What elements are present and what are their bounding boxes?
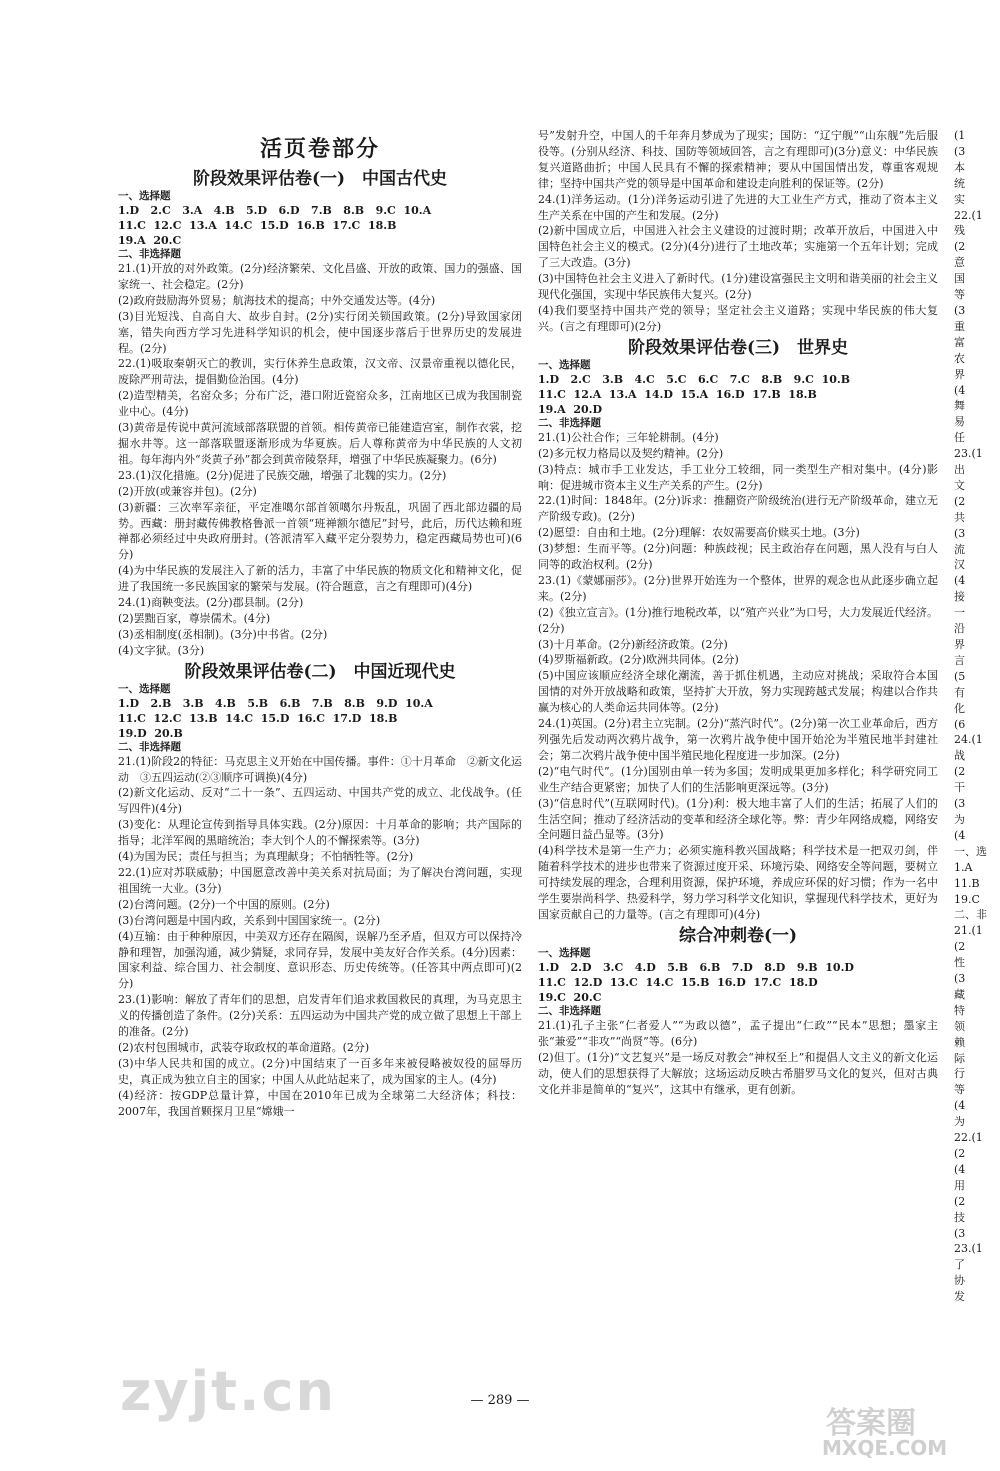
edge-line: 藏: [954, 987, 965, 1001]
answer-paragraph: 23.(1)汉化措施。(2分)促进了民族交融，增强了北魏的实力。(2分): [118, 468, 447, 482]
edge-line: 22.(1: [954, 208, 983, 222]
answer-paragraph: 21.(1)开放的对外政策。(2分)经济繁荣、文化昌盛、开放的政策、国力的强盛、国家统一、社会稳定。(2分): [118, 262, 522, 291]
edge-line: 发: [954, 1290, 965, 1304]
column-right-clipped: [954, 128, 1000, 1305]
part-label: 二、非选择题: [118, 740, 181, 753]
edge-line: (2: [954, 1147, 966, 1160]
answer-paragraph: (2)《独立宣言》。(1分)推行地税改革，以“殖产兴业”为口号，大力发展近代经济。(2分): [538, 605, 938, 635]
answer-row: 11.C 12.D 13.C 14.C 15.B 16.D 17.C 18.D: [538, 975, 818, 989]
edge-line: 化: [954, 701, 965, 715]
edge-line: 国: [954, 272, 965, 286]
edge-line: 舞: [954, 399, 965, 413]
section-title-2: 阶段效果评估卷(二) 中国近现代史: [184, 661, 456, 682]
answer-row: 11.C 12.C 13.A 14.C 15.D 16.B 17.C 18.B: [118, 219, 397, 232]
edge-line: 21.(1: [954, 924, 983, 938]
answer-paragraph: (2)新文化运动、反对“二十一条”、五四运动、中国共产党的成立、北伐战争。(任写四件)(4分): [118, 786, 522, 816]
edge-line: 文: [954, 478, 965, 492]
edge-line: (2: [954, 940, 966, 954]
edge-line: 沿: [954, 622, 965, 636]
section-title-1: 阶段效果评估卷(一) 中国古代史: [192, 169, 448, 189]
answer-paragraph: 23.(1)影响：解放了青年们的思想，启发青年们追求救国救民的真理，为马克思主义的传播创造了条件。(2分)关系：五四运动为中国共产党的成立做了思想上干部上的准备。(2分): [118, 993, 522, 1039]
answer-row: 19.A 20.C: [118, 234, 182, 247]
edge-line: 11.B: [954, 876, 980, 890]
answer-row: 1.D 2.D 3.C 4.D 5.B 6.B 7.D 8.D 9.B 10.D: [538, 960, 854, 974]
part-label: 二、非选择题: [538, 416, 601, 429]
edge-line: 技: [954, 1210, 965, 1224]
answer-paragraph: 24.(1)商鞅变法。(2分)郡县制。(2分): [118, 596, 304, 610]
edge-line: (2: [954, 765, 966, 779]
edge-line: 19.C: [954, 892, 980, 906]
edge-line: 实: [954, 192, 965, 206]
edge-line: (4: [954, 828, 966, 842]
answer-paragraph: (3)丞相制度(丞相制)。(3分)中书省。(2分): [118, 627, 328, 641]
answer-paragraph: (4)为中华民族的发展注入了新的活力，丰富了中华民族的物质文化和精神文化，促进了我国统一多民族国家的繁荣与发展。(符合题意，言之有理即可)(4分): [118, 564, 522, 594]
column-middle: [538, 128, 938, 1097]
edge-line: (4: [954, 574, 966, 588]
answer-row: 11.C 12.A 13.A 14.D 15.A 16.D 17.B 18.B: [538, 387, 817, 401]
answer-row: 1.D 2.C 3.A 4.B 5.D 6.D 7.B 8.B 9.C 10.A: [118, 204, 432, 217]
edge-line: 等: [954, 288, 965, 302]
answer-paragraph: (4)为国为民；责任与担当；为真理献身；不怕牺牲等。(2分): [118, 850, 414, 864]
answer-paragraph: (4)经济：按GDP总量计算，中国在2010年已成为全球第二大经济体；科技：2007年，我国首颗探月卫星“嫦娥一: [118, 1088, 522, 1118]
watermark-logo: 答案圈: [826, 1406, 916, 1441]
answer-paragraph: 22.(1)应对苏联威胁；中国愿意改善中美关系对抗局面；为了解决台湾问题，实现祖国统一大业。(3分): [118, 866, 522, 895]
answer-paragraph: (3)台湾问题是中国内政，关系到中国国家统一。(2分): [118, 913, 381, 927]
answer-paragraph: (3)目光短浅、自高自大、故步自封。(2分)实行闭关锁国政策。(2分)导致国家闭塞，错失向西方学习先进科学知识的机会，使中国逐步落后于世界历史的发展进程。(2分): [118, 309, 522, 355]
answer-row: 11.C 12.C 13.B 14.C 15.D 16.C 17.D 18.B: [118, 711, 398, 725]
edge-line: (2: [954, 1194, 966, 1208]
edge-line: 汉: [954, 558, 965, 572]
edge-line: (1: [954, 129, 966, 142]
answer-paragraph: (3)变化：从理论宣传到指导具体实践。(2分)原因：十月革命的影响；共产国际的指导；北洋军阀的黑暗统治；李大钊个人的不懈探索等。(3分): [118, 818, 522, 848]
answer-paragraph: (2)台湾问题。(2分)一个中国的原则。(2分): [118, 897, 330, 911]
answer-paragraph: 21.(1)阶段2的特征：马克思主义开始在中国传播。事件：①十月革命 ②新文化运动 ③五四运动(②③顺序可调换)(4分): [118, 754, 522, 784]
edge-line: 赖: [954, 1035, 965, 1049]
part-label: 一、选择题: [538, 358, 591, 371]
edge-line: 任: [954, 431, 965, 445]
edge-line: 统: [954, 176, 965, 190]
answer-paragraph: (2)政府鼓励海外贸易；航海技术的提高；中外交通发达等。(4分): [118, 293, 436, 307]
answer-paragraph: (3)黄帝是传说中黄河流域部落联盟的首领。相传黄帝已能建造宫室，制作衣裳，挖掘水井等。这一部落联盟逐渐形成为华夏族。后人尊称黄帝为中华民族的人文初祖。每年海内外“炎黄子孙”都会到黄帝陵祭拜，增强了中华民族凝聚力。(6分): [118, 421, 522, 466]
edge-line: 本: [954, 160, 965, 174]
answer-paragraph: (3)中国特色社会主义进入了新时代。(1分)建设富强民主文明和谐美丽的社会主义现代化强国，实现中华民族伟大复兴。(2分): [538, 272, 938, 302]
answer-row: 19.C 20.C: [538, 990, 602, 1004]
edge-line: 协: [954, 1274, 965, 1288]
edge-line: (3: [954, 1226, 966, 1240]
answer-paragraph: (3)梦想：生而平等。(2分)问题：种族歧视；民主政治存在问题，黑人没有与白人同等的政治权利。(2分): [538, 542, 938, 572]
edge-line: 易: [954, 415, 965, 429]
answer-paragraph: 24.(1)英国。(2分)君主立宪制。(2分)“蒸汽时代”。(2分)第一次工业革命后，西方列强先后发动两次鸦片战争，第一次鸦片战争使中国开始沦为半殖民地半封建社会；第二次鸦片战争使中国半殖民地化程度进一步加深。(2分): [538, 717, 938, 762]
answer-row: 1.D 2.C 3.B 4.C 5.C 6.C 7.C 8.B 9.C 10.B: [538, 372, 851, 386]
answer-paragraph: (2)但丁。(1分)“文艺复兴”是一场反对教会“神权至上”和提倡人文主义的新文化运动，使人们的思想获得了大解放；这场运动反映古希腊罗马文化的复兴，但对古典文化并非是简单的“复兴”，这其中有继承，更有创新。: [538, 1050, 938, 1096]
edge-line: (4: [954, 1099, 966, 1113]
answer-paragraph: (3)十月革命。(2分)新经济政策。(2分): [538, 637, 728, 651]
edge-line: 接: [954, 590, 965, 604]
edge-line: 一、选: [954, 844, 987, 858]
edge-line: 重: [954, 319, 965, 333]
section-title-3: 阶段效果评估卷(三) 世界史: [627, 337, 849, 358]
answer-paragraph: 23.(1)《蒙娜丽莎》。(2分)世界开始连为一个整体，世界的观念也从此逐步确立起来。(2分): [538, 573, 938, 603]
edge-line: 用: [954, 1178, 965, 1192]
edge-line: (3: [954, 144, 966, 158]
edge-line: 性: [954, 956, 965, 970]
edge-line: (4: [954, 383, 966, 397]
section-title-4: 综合冲刺卷(一): [678, 925, 798, 946]
answer-row: 19.D 20.B: [118, 726, 183, 740]
edge-line: 战: [954, 749, 965, 763]
edge-line: (3: [954, 303, 966, 317]
edge-line: 22.(1: [954, 1131, 983, 1145]
edge-line: 23.(1: [954, 1242, 983, 1256]
answer-paragraph: 号”发射升空，中国人的千年奔月梦成为了现实；国防：“辽宁舰”“山东舰”先后服役等。(分别从经济、科技、国防等领域回答，言之有理即可)(3分)意义：中华民族复兴道路曲折；中国人民具有不懈的探索精神；要从中国国情出发，尊重客观规律；坚持中国共产党的领导是中国革命和建设走向胜利的保证等。(2分): [538, 129, 938, 190]
answer-paragraph: (3)中华人民共和国的成立。(2分)中国结束了一百多年来被侵略被奴役的屈辱历史，真正成为独立自主的国家；中国人从此站起来了，成为国家的主人。(4分): [118, 1056, 522, 1086]
answer-paragraph: (2)多元权力格局以及契约精神。(2分): [538, 446, 724, 460]
answer-paragraph: (3)特点：城市手工业发达，手工业分工较细，同一类型生产相对集中。(4分)影响：促进城市资本主义生产关系的产生。(2分): [538, 462, 938, 492]
watermark-left: zyjt.cn: [120, 1360, 336, 1423]
answer-row: 1.D 2.B 3.B 4.B 5.B 6.B 7.B 8.B 9.D 10.A: [118, 696, 433, 710]
part-label: 二、非选择题: [118, 248, 181, 260]
edge-line: 出: [954, 463, 965, 477]
edge-line: 为: [954, 812, 965, 826]
edge-line: 为: [954, 1115, 965, 1129]
edge-line: 一: [954, 606, 965, 620]
answer-paragraph: (2)开放(或兼容并包)。(2分): [118, 484, 257, 498]
edge-line: 界: [954, 367, 965, 381]
answer-paragraph: 21.(1)孔子主张“仁者爱人”“为政以德”，孟子提出“仁政”“民本”思想；墨家主张“兼爱”“非攻”“尚贤”等。(6分): [538, 1018, 938, 1048]
answer-paragraph: (2)罢黜百家，尊崇儒术。(4分): [118, 611, 271, 625]
edge-line: 流: [954, 542, 965, 556]
answer-paragraph: (2)愿望：自由和土地。(2分)理解：农奴需要高价赎买土地。(3分): [538, 526, 860, 540]
edge-line: (3: [954, 526, 966, 540]
part-label: 二、非选择题: [538, 1004, 601, 1017]
edge-line: 共: [954, 510, 965, 524]
book-title: 活页卷部分: [259, 136, 380, 162]
edge-line: 二、非: [954, 908, 987, 922]
answer-paragraph: (4)互输：由于种种原因，中美双方还存在隔阂，误解乃至矛盾，但双方可以保持冷静和理智，加强沟通，减少猜疑，求同存异，发展中美友好合作关系。(4分)因素：国家利益、综合国力、社会制度、意识形态、历史传统等。(任答其中两点即可)(2分): [118, 929, 522, 991]
part-label: 一、选择题: [118, 682, 171, 695]
edge-line: 界: [954, 638, 965, 651]
edge-line: 了: [954, 1258, 965, 1272]
answer-paragraph: 21.(1)公社合作；三年轮耕制。(4分): [538, 430, 719, 444]
edge-line: (2: [954, 494, 966, 508]
edge-line: (2: [954, 240, 966, 254]
column-left: [118, 128, 522, 1120]
answer-row: 19.A 20.D: [538, 402, 603, 416]
part-label: 一、选择题: [118, 190, 171, 202]
edge-line: 24.(1: [954, 733, 983, 747]
edge-line: 言: [954, 653, 965, 667]
edge-line: 干: [954, 781, 965, 795]
answer-paragraph: (5)中国应该顺应经济全球化潮流，善于抓住机遇，主动应对挑战；采取符合本国国情的对外开放战略和政策，坚持扩大开放，努力实现跨越式发展；构建以合作共赢为核心的人类命运共同体等。(2分): [538, 669, 938, 715]
edge-line: (3: [954, 972, 966, 986]
watermark-url: MXQE.COM: [822, 1436, 948, 1460]
answer-paragraph: (3)新疆：三次率军亲征，平定准噶尔部首领噶尔丹叛乱，巩固了西北部边疆的局势。西藏：册封藏传佛教格鲁派一首领“班禅额尔德尼”封号，此后，历代达赖和班禅都必须经过中央政府册封。(答派清军入藏平定分裂势力，稳定西藏局势也可)(6分): [118, 500, 522, 562]
answer-paragraph: (2)农村包围城市，武装夺取政权的革命道路。(2分): [118, 1040, 370, 1054]
answer-paragraph: (2)造型精美，名窑众多；分布广泛，港口附近瓷窑众多，江南地区已成为我国制瓷业中心。(4分): [118, 389, 522, 419]
answer-paragraph: 22.(1)吸取秦朝灭亡的教训，实行休养生息政策，汉文帝、汉景帝重视以德化民，废除严刑苛法，提倡勤俭治国。(4分): [118, 357, 522, 387]
answer-paragraph: (4)我们要坚持中国共产党的领导；坚定社会主义道路；实现中华民族的伟大复兴。(言之有理即可)(2分): [538, 303, 938, 333]
edge-line: 1.A: [954, 860, 973, 874]
edge-line: 意: [954, 256, 965, 270]
answer-paragraph: (4)文字狱。(3分): [118, 643, 205, 657]
answer-paragraph: 22.(1)时间：1848年。(2分)诉求：推翻资产阶级统治(进行无产阶级革命，建立无产阶级专政)。(2分): [538, 494, 938, 524]
answer-paragraph: (2)新中国成立后，中国进入社会主义建设的过渡时期；改革开放后，中国进入中国特色社会主义的模式。(2分)(4分)进行了土地改革；实施第一个五年计划；完成了三大改造。(3分): [538, 224, 938, 270]
edge-line: 特: [954, 1003, 965, 1017]
answer-paragraph: (4)科学技术是第一生产力；必须实施科教兴国战略；科学技术是一把双刃剑，伴随着科学技术的进步也带来了资源过度开采、环境污染、网络安全等问题，要树立可持续发展的理念，合理利用资源，保护环境，养成应环保的好习惯；作为一名中学生要崇尚科学、热爱科学，努力学习科学文化知识，掌握现代科学技术，更好为国家贡献自己的力量等。(言之有理即可)(4分): [538, 844, 938, 921]
page-number: — 289 —: [470, 1393, 530, 1408]
edge-line: 领: [954, 1019, 965, 1033]
edge-line: 残: [954, 224, 965, 238]
edge-line: 23.(1: [954, 447, 983, 461]
answer-paragraph: (3)“信息时代”(互联网时代)。(1分)利：极大地丰富了人们的生活；拓展了人们的生活空间；推动了经济活动的变革和经济全球化等。弊：青少年网络成瘾，网络安全问题日益凸显等。(3分): [538, 796, 938, 842]
edge-line: 农: [954, 351, 965, 365]
edge-line: 际: [954, 1051, 965, 1065]
edge-line: (5: [954, 669, 966, 683]
part-label: 一、选择题: [538, 946, 591, 959]
answer-paragraph: 24.(1)洋务运动。(1分)洋务运动引进了先进的大工业生产方式，推动了资本主义生产关系在中国的产生和发展。(2分): [538, 192, 938, 222]
edge-line: (3: [954, 797, 966, 811]
edge-line: 有: [954, 685, 965, 699]
answer-paragraph: (4)罗斯福新政。(2分)欧洲共同体。(2分): [538, 653, 739, 667]
edge-line: (4: [954, 1162, 966, 1176]
edge-line: 富: [954, 335, 965, 349]
edge-line: 等: [954, 1083, 965, 1097]
answer-paragraph: (2)“电气时代”。(1分)国别由单一转为多国；发明成果更加多样化；科学研究同工业生产结合更紧密；加快了人们的生活影响更深远等。(3分): [538, 764, 938, 794]
edge-line: 行: [954, 1067, 965, 1081]
edge-line: (6: [954, 717, 966, 731]
